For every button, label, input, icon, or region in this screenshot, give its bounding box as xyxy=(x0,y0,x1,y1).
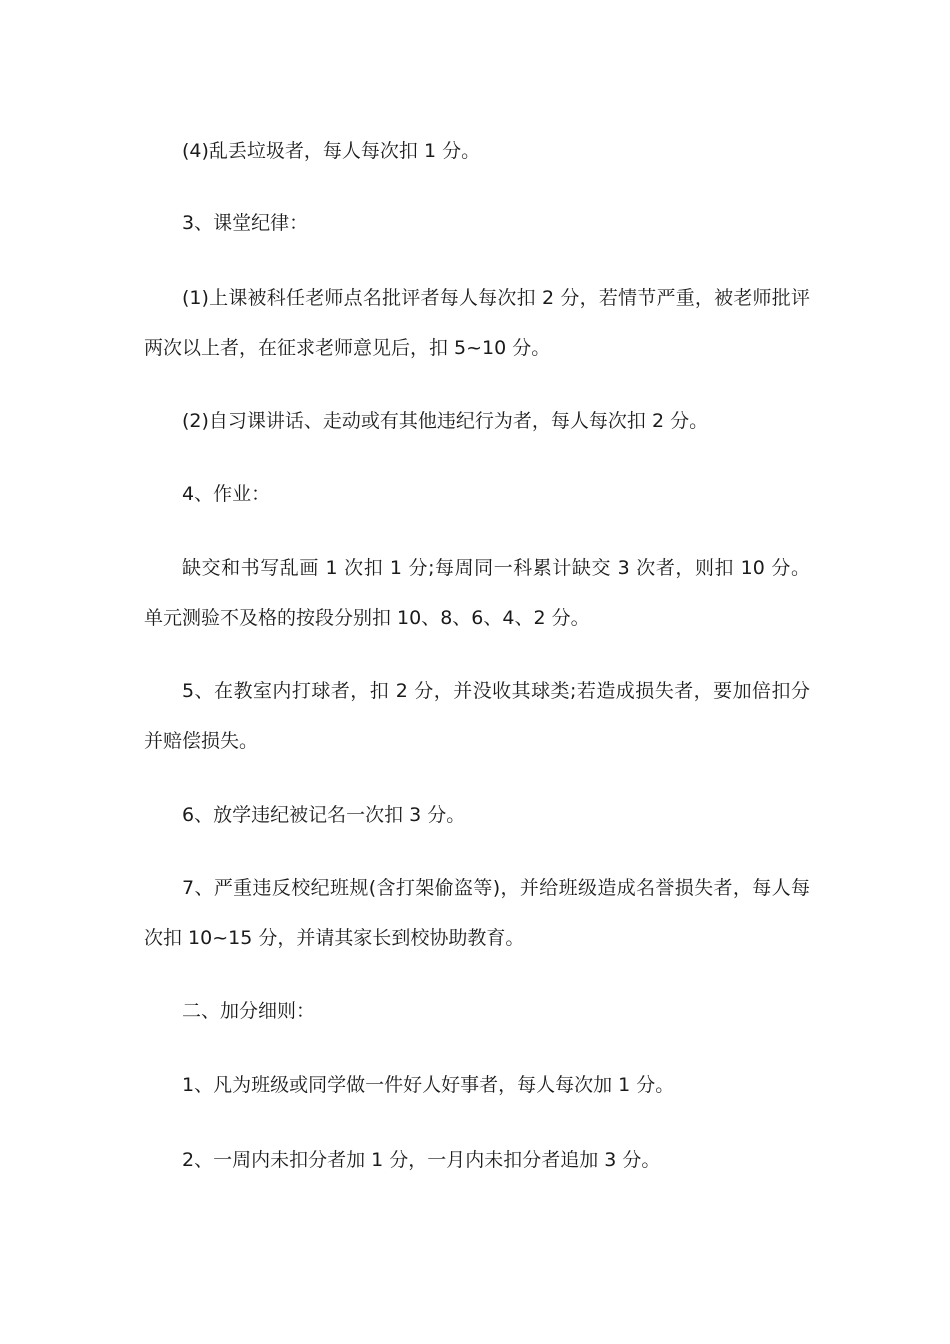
paragraph-after-school-rule: 6、放学违纪被记名一次扣 3 分。 xyxy=(182,804,466,826)
heading-classroom-discipline: 3、课堂纪律： xyxy=(182,212,309,234)
heading-bonus-rules: 二、加分细则： xyxy=(182,1000,316,1022)
paragraph-ball-game-rule: 5、在教室内打球者，扣 2 分，并没收其球类;若造成损失者，要加倍扣分并赔偿损失。 xyxy=(144,680,810,752)
paragraph-good-deed-bonus: 1、凡为班级或同学做一件好人好事者，每人每次加 1 分。 xyxy=(182,1074,675,1096)
paragraph-teacher-criticism-rule: (1)上课被科任老师点名批评者每人每次扣 2 分，若情节严重，被老师批评两次以上者，在征求老师意见后，扣 5~10 分。 xyxy=(144,287,810,359)
paragraph-no-deduction-bonus: 2、一周内未扣分者加 1 分，一月内未扣分者追加 3 分。 xyxy=(182,1149,661,1171)
paragraph-serious-violation-rule: 7、严重违反校纪班规(含打架偷盗等)，并给班级造成名誉损失者，每人每次扣 10~15 分，并请其家长到校协助教育。 xyxy=(144,877,810,949)
paragraph-litter-rule: (4)乱丢垃圾者，每人每次扣 1 分。 xyxy=(182,140,481,162)
paragraph-self-study-rule: (2)自习课讲话、走动或有其他违纪行为者，每人每次扣 2 分。 xyxy=(182,410,709,432)
paragraph-homework-rule: 缺交和书写乱画 1 次扣 1 分;每周同一科累计缺交 3 次者，则扣 10 分。单元测验不及格的按段分别扣 10、8、6、4、2 分。 xyxy=(144,557,810,629)
heading-homework: 4、作业： xyxy=(182,483,271,505)
